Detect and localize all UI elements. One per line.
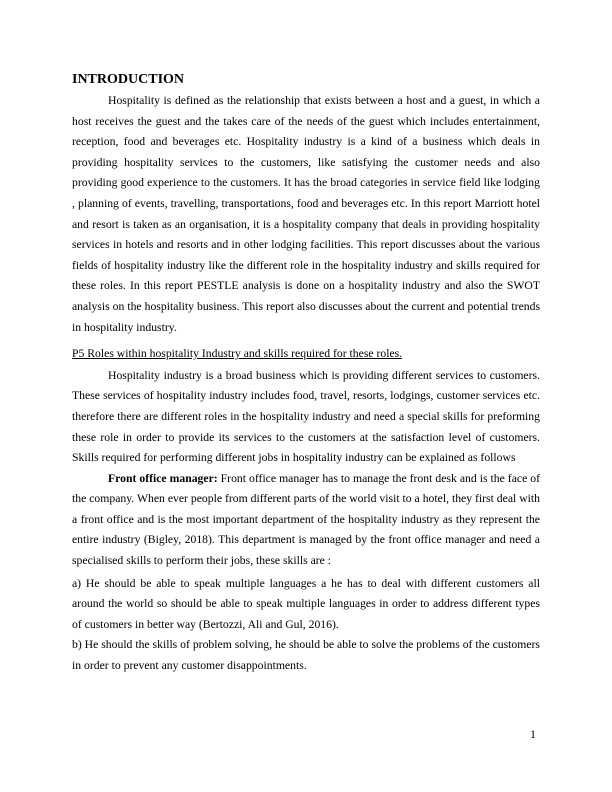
front-office-label: Front office manager: [108, 471, 218, 485]
page-number: 1 [530, 727, 536, 741]
page-content [72, 71, 540, 677]
skill-item-a: a) He should be able to speak multiple languages a he has to deal with different customers all around the world so should be able to speak multiple languages in order to address different types of customers in better way (Bertozzi, Ali and Gul, 2016). [72, 576, 540, 631]
section-paragraph: Hospitality industry is a broad business which is providing different services to customers. These services of hospitality industry includes food, travel, resorts, lodgings, customer services etc. therefore there are different roles in the hospitality industry and need a special skills for preforming these role in order to provide its services to the customers at the satisfaction level of customers. Skills required for performing different jobs in hospitality industry can be explained as follows [72, 368, 540, 465]
page-title: INTRODUCTION [72, 72, 185, 87]
intro-paragraph: Hospitality is defined as the relationship that exists between a host and a guest, in which a host receives the guest and the takes care of the needs of the guest which includes entertainment, reception, food and beverages etc. Hospitality industry is a kind of a business which deals in providing hospitality services to the customers, like satisfying the customer needs and also providing good experience to the customers. It has the broad categories in service field like lodging , planning of events, travelling, transportations, food and beverages etc. In this report Marriott hotel and resort is taken as an organisation, it is a hospitality company that deals in providing hospitality services in hotels and resorts and in other lodging facilities. This report discusses about the various fields of hospitality industry like the different role in the hospitality industry and skills required for these roles. In this report PESTLE analysis is done on a hospitality industry and also the SWOT analysis on the hospitality business. This report also discusses about the current and potential trends in hospitality industry. [72, 94, 540, 334]
front-office-paragraph [72, 469, 540, 572]
skill-item-b: b) He should the skills of problem solving, he should be able to solve the problems of the customers in order to prevent any customer disappointments. [72, 638, 540, 673]
section-heading: P5 Roles within hospitality Industry and skills required for these roles. [72, 347, 403, 361]
front-office-text: Front office manager has to manage the front desk and is the face of the company. When ever people from different parts of the world visit to a hotel, they first deal with a front office and is the most important department of the hospitality industry as they represent the entire industry (Bigley, 2018). This department is managed by the front office manager and need a specialised skills to perform their jobs, these skills are : [72, 471, 541, 568]
